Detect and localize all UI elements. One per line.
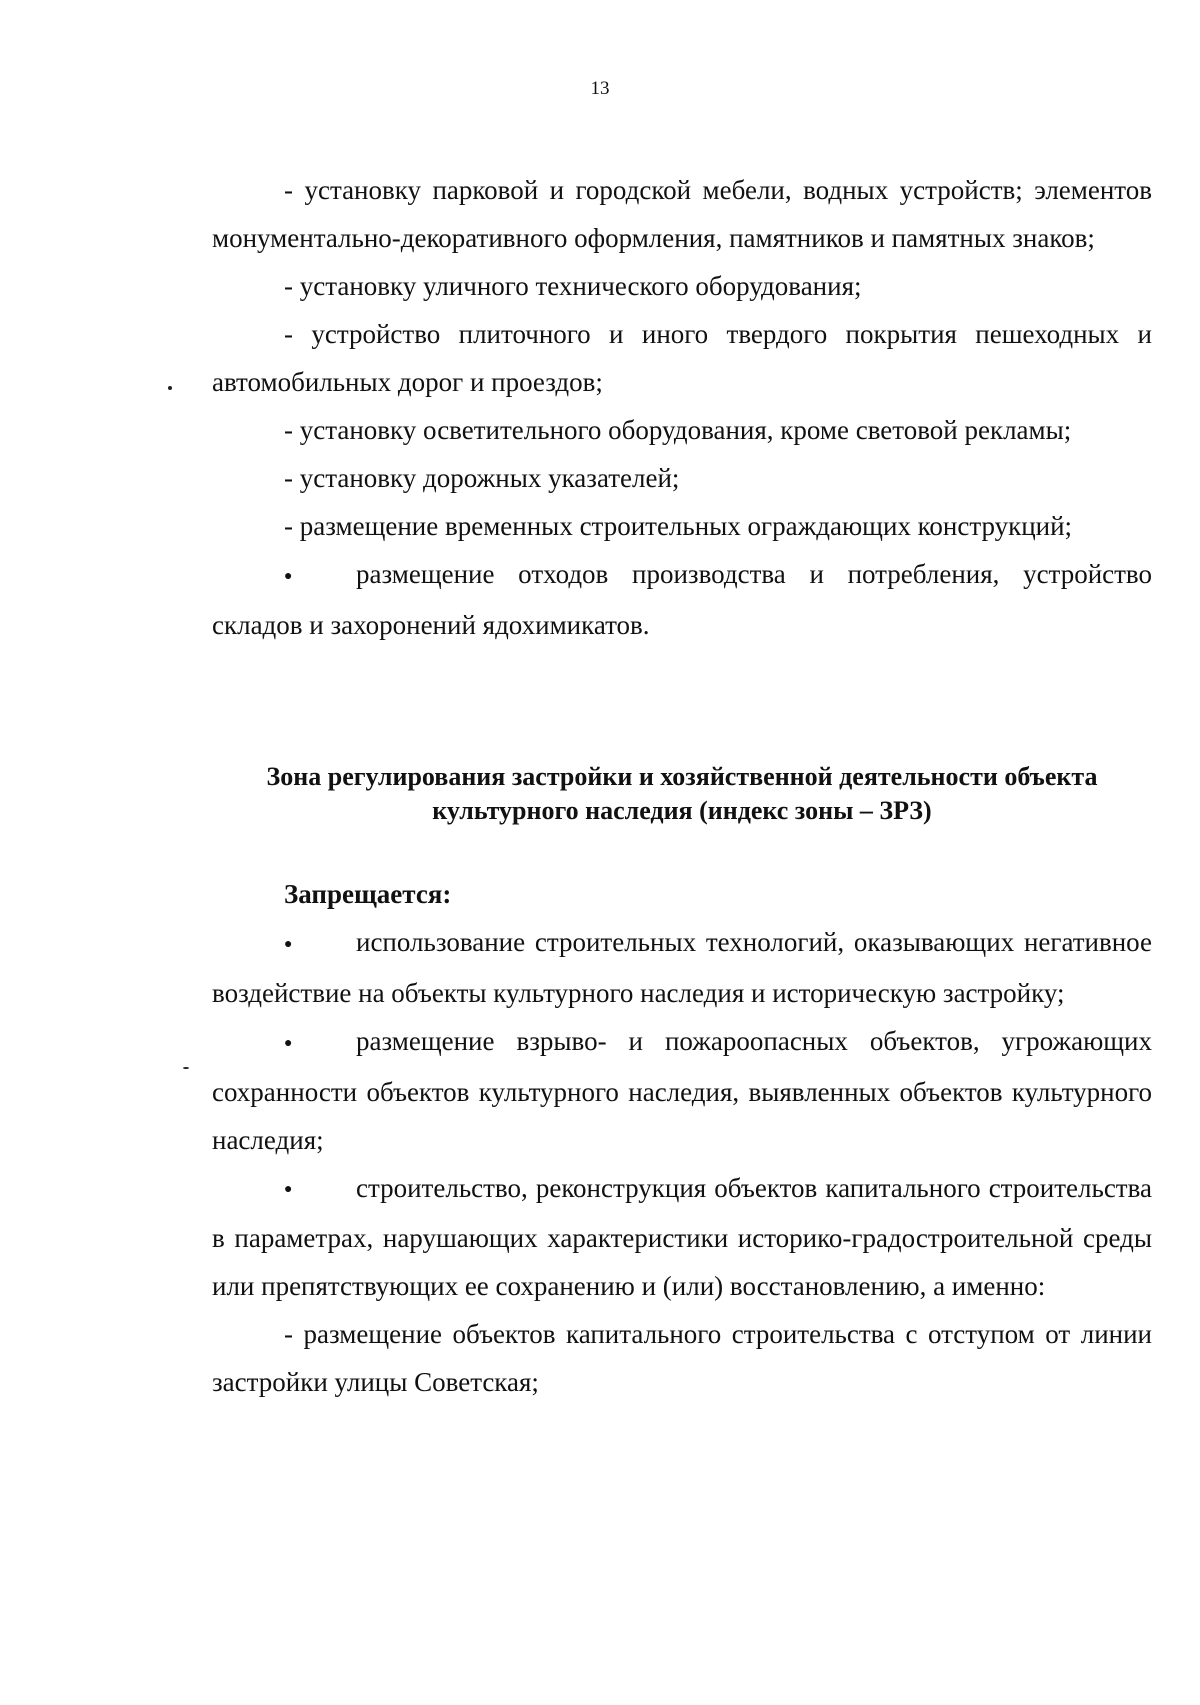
upper-list [212,166,1152,649]
list-item: - устройство плиточного и иного твердого покрытия пешеходных и автомобильных дорог и проездов; [212,319,1152,397]
page-number: 13 [590,78,610,99]
section-body [212,870,1152,1406]
list-item: - установку парковой и городской мебели, водных устройств; элементов монументально-декоративного оформления, памятников и памятных знаков; [212,175,1152,253]
bullet-text: размещение отходов производства и потребления, устройство складов и захоронений ядохимикатов. [212,559,1152,640]
section-heading [212,760,1152,828]
section-title-line-1: Зона регулирования застройки и хозяйственной деятельности объекта [266,762,1098,791]
bullet-text: размещение взрыво- и пожароопасных объектов, угрожающих сохранности объектов культурного наследия, выявленных объектов культурного наследия; [212,1025,1152,1155]
scan-speck [183,1067,189,1069]
section-title-line-2: культурного наследия (индекс зоны – ЗРЗ) [432,796,932,825]
bullet-icon [284,1164,356,1215]
bullet-item [212,1164,1152,1311]
bullet-icon [284,550,356,601]
bullet-item [212,1017,1152,1164]
bullet-item [212,918,1152,1017]
list-item: - размещение объектов капитального строительства с отступом от линии застройки улицы Советская; [212,1319,1152,1398]
prohibited-label: Запрещается: [284,879,452,909]
list-item: - установку осветительного оборудования, кроме световой рекламы; [284,415,1072,445]
list-item: - установку уличного технического оборудования; [284,271,862,301]
bullet-icon [284,918,356,969]
bullet-text: использование строительных технологий, оказывающих негативное воздействие на объекты культурного наследия и историческую застройку; [212,927,1152,1008]
scan-speck [168,386,172,390]
bullet-item [212,550,1152,649]
bullet-text: строительство, реконструкция объектов капитального строительства в параметрах, нарушающих характеристики историко-градостроительной среды или препятствующих ее сохранению и (или) восстановлению, а именно: [212,1172,1152,1302]
list-item: - размещение временных строительных ограждающих конструкций; [284,511,1073,541]
list-item: - установку дорожных указателей; [284,463,680,493]
bullet-icon [284,1017,356,1068]
